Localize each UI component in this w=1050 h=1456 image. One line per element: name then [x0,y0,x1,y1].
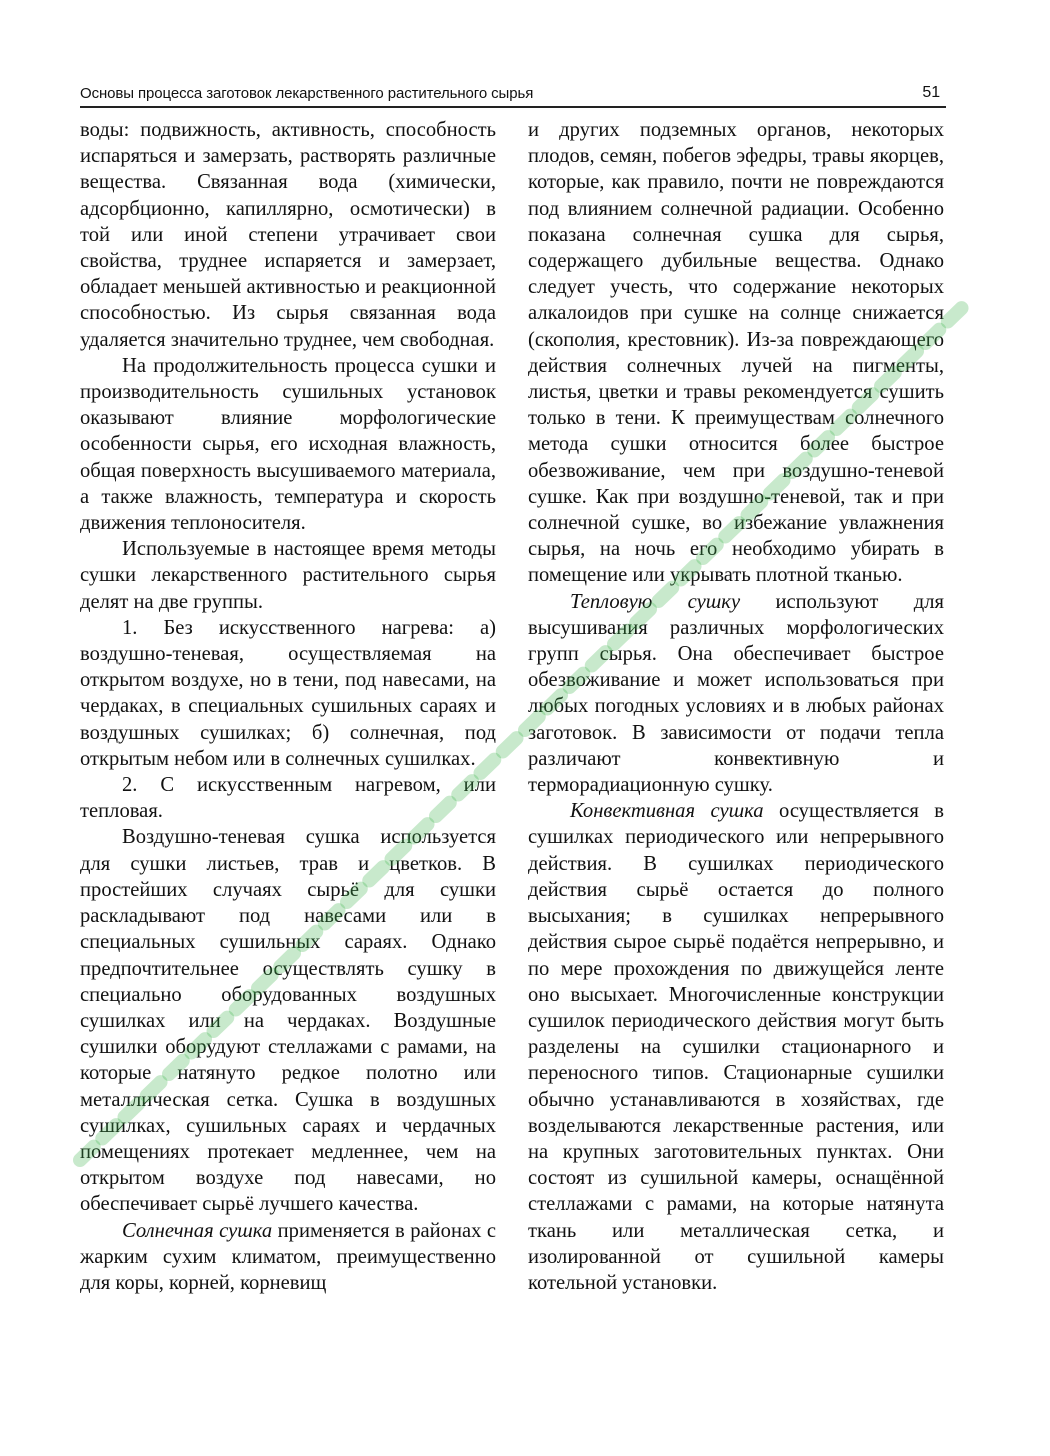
left-paragraph-5: 2. С искусственным нагревом, или тепловая. [80,774,496,823]
right-paragraph-3 [528,798,944,1296]
right-paragraph-3-text: осуществляется в сушилках периодического или непрерывного действия. В сушилках периодического действия сырьё остается до полного высыхания; в сушилках непрерывного действия сырое сырьё подаётся непрерывно, и по мере прохождения по движущейся ленте оно высыхает. Многочисленные конструкции сушилок периодического действия могут быть разделены на сушилки стационарного и переносного типов. Стационарные сушилки обычно устанавливаются в хозяйствах, где возделываются лекарственные растения, или на крупных заготовительных пунктах. Они состоят из сушильной камеры, оснащённой стеллажами с рамами, на которые натянута ткань или металлическая сетка, и изолированной от сушильной камеры котельной установки. [528,800,944,1294]
watermark-dash [503,738,517,751]
left-paragraph-1: воды: подвижность, активность, способность испаряться и замерзать, растворять различные вещества. Связанная вода (химически, адсорбционно, капиллярно, осмотически) в той или иной степени утрачивает свои свойства, труднее испаряется и замерзает, обладает меньшей активностью и реакционной способностью. Из сырья связанная вода удаляется значительно труднее, чем свободная. [80,119,496,351]
right-paragraph-2-text: используют для высушивания различных морфологических групп сырья. Она обеспечивает быстрое обезвоживание и может использоваться при любых погодных условиях и в любых районах заготовок. В зависимости от подачи тепла различают конвективную и терморадиационную сушку. [528,590,945,797]
page-number: 51 [922,84,940,101]
left-paragraph-7-text: применяется в районах с жарким сухим климатом, преимущественно для коры, корней, корневищ [80,1219,497,1294]
term-thermal-drying: Тепловую сушку [570,590,741,613]
left-paragraph-3: Используемые в настоящее время методы сушки лекарственного растительного сырья делят на две группы. [80,538,496,613]
left-paragraph-7 [80,1218,496,1297]
right-column [528,117,944,1296]
term-convective-drying: Конвективная сушка [570,800,764,823]
left-column [80,117,496,1296]
watermark-dash [948,308,962,321]
left-paragraph-4: 1. Без искусственного нагрева: а) воздушно-теневая, осуществляемая на открытом воздухе, но в тени, под навесами, на чердаках, в специальных сушильных сараях и воздушных сушилках; б) солнечная, под открытым небом или в солнечных сушилках. [80,616,496,770]
term-solar-drying: Солнечная сушка [122,1219,273,1242]
left-paragraph-2: На продолжительность процесса сушки и производительность сушильных установок оказывают влияние морфологические особенности сырья, его исходная влажность, общая поверхность высушиваемого материала, а также влажность, температура и скорость движения теплоносителя. [80,354,496,535]
running-header [80,72,946,108]
left-paragraph-6: Воздушно-теневая сушка используется для сушки листьев, трав и цветков. В простейших случаях сырьё для сушки раскладывают под навесами или в специальных сушильных сараях. Однако предпочтительнее осуществлять сушку в специально оборудованных воздушных сушилках или на чердаках. Воздушные сушилки оборудуют стеллажами с рамами, на которые натянуто редкое полотно или металлическая сетка. Сушка в воздушных сушилках, сушильных сараях и чердачных помещениях протекает медленнее, чем на открытом воздухе под навесами, но обеспечивает сырьё лучшего качества. [80,826,496,1216]
right-paragraph-1: и других подземных органов, некоторых плодов, семян, побегов эфедры, травы якорцев, которые, как правило, почти не повреждаются под влиянием солнечной радиации. Особенно показана солнечная сушка для сырья, содержащего дубильные вещества. Однако следует учесть, что содержание некоторых алкалоидов при сушке на солнце снижается (скополия, крестовник). Из-за повреждающего действия солнечных лучей на пигменты, листья, цветки и травы рекомендуется сушить только в тени. К преимуществам солнечного метода сушки относится более быстрое обезвоживание, чем при воздушно-теневой сушке. Как при воздушно-теневой, так и при солнечной сушке, во избежание увлажнения сырья, на ночь его необходимо убирать в помещение или укрывать плотной тканью. [528,119,944,587]
header-title: Основы процесса заготовок лекарственного растительного сырья [80,85,534,102]
right-paragraph-2 [528,589,944,799]
